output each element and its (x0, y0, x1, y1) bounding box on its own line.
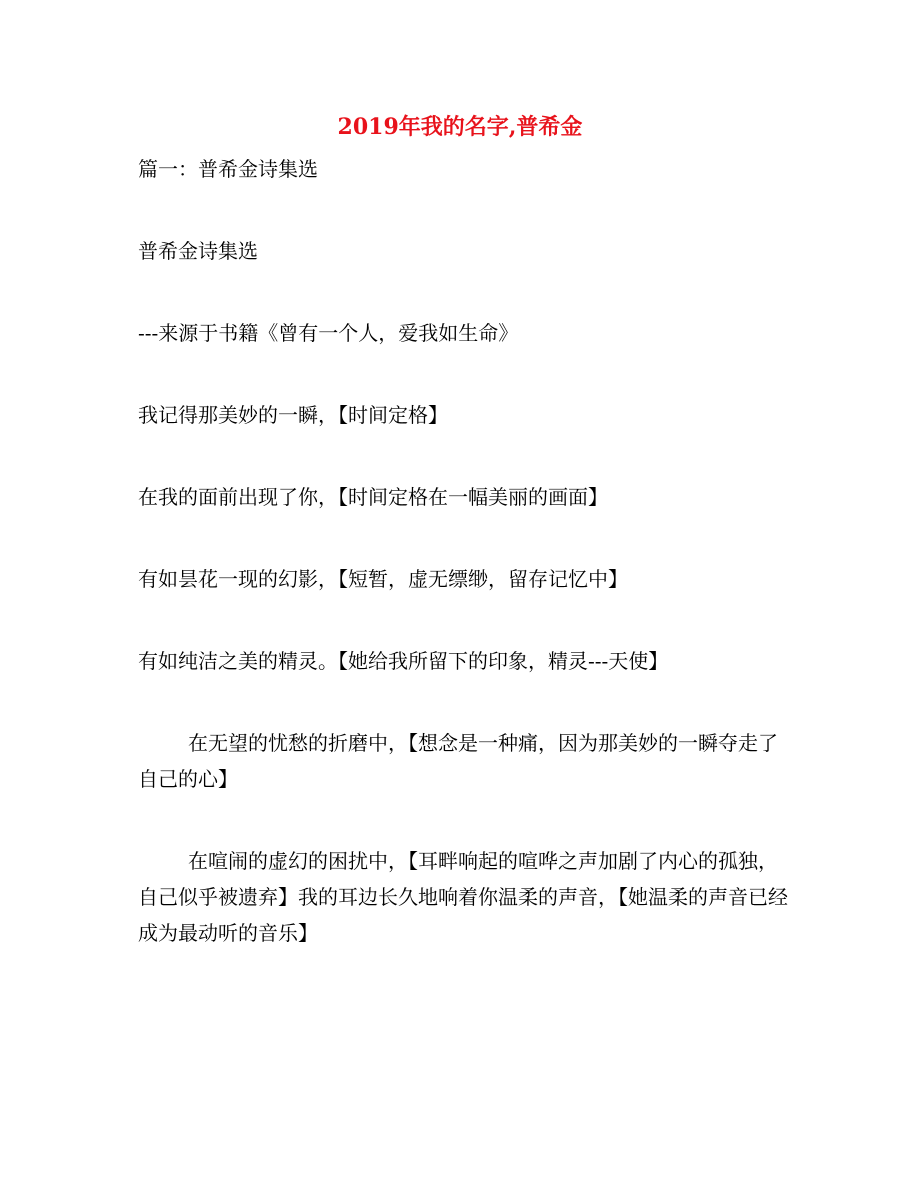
paragraph-subtitle: 普希金诗集选 (138, 239, 258, 263)
paragraph-line-3: 有如昙花一现的幻影，【短暂，虚无缥缈，留存记忆中】 (138, 567, 628, 591)
paragraph-line-5: 在无望的忧愁的折磨中，【想念是一种痛，因为那美妙的一瞬夺走了自己的心】 (138, 731, 778, 791)
paragraph-section-heading: 篇一：普希金诗集选 (138, 157, 318, 181)
document-title: 2019年我的名字,普希金 (337, 114, 583, 140)
paragraph-line-6: 在喧闹的虚幻的困扰中，【耳畔响起的喧哗之声加剧了内心的孤独，自己似乎被遗弃】我的耳边长久地响着你温柔的声音，【她温柔的声音已经成为最动听的音乐】 (138, 849, 788, 945)
paragraph-source: ---来源于书籍《曾有一个人，爱我如生命》 (138, 321, 519, 345)
paragraph-line-1: 我记得那美妙的一瞬，【时间定格】 (138, 403, 448, 427)
paragraph-line-2: 在我的面前出现了你，【时间定格在一幅美丽的画面】 (138, 485, 608, 509)
paragraph-line-4: 有如纯洁之美的精灵。【她给我所留下的印象，精灵---天使】 (138, 649, 669, 673)
